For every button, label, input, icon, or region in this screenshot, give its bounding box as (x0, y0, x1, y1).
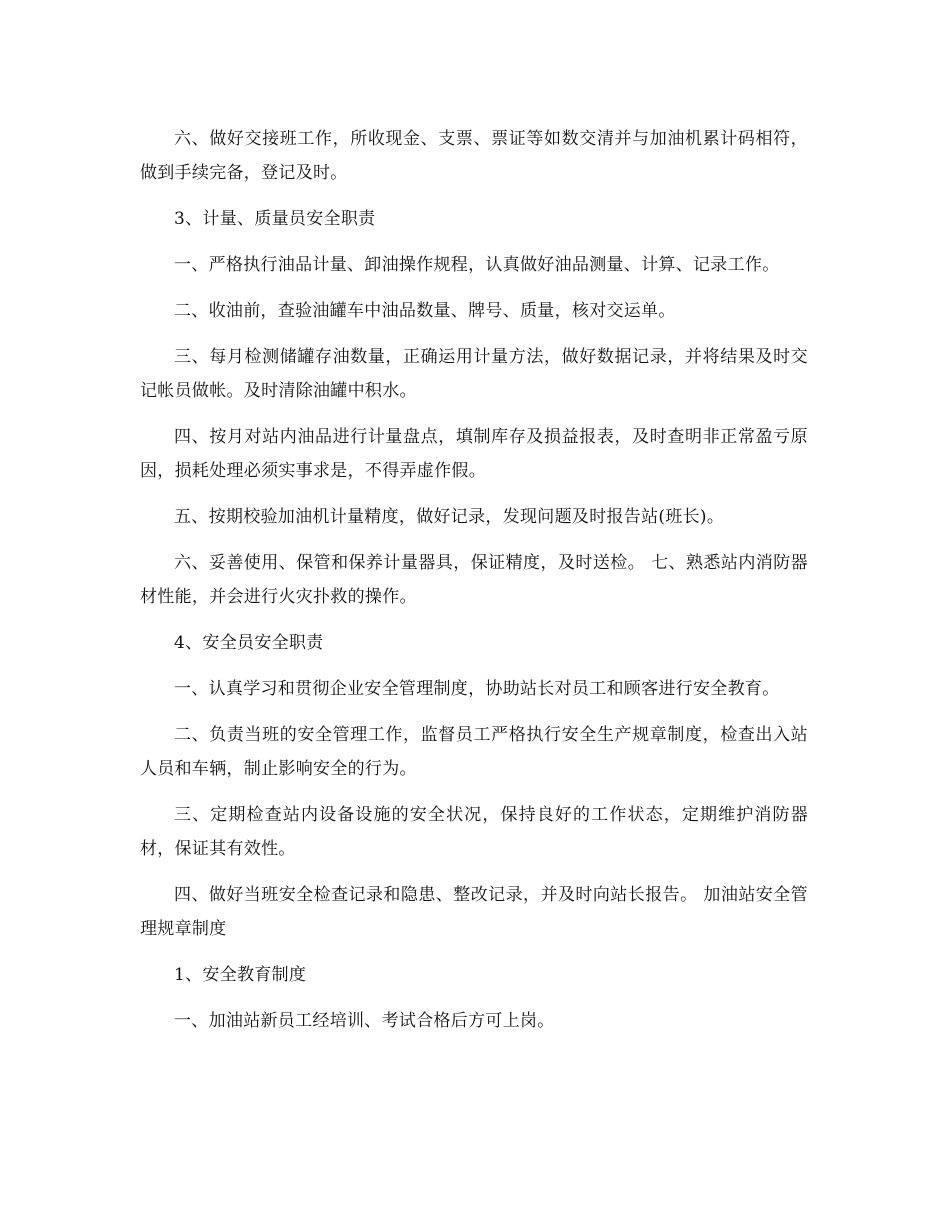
paragraph-receiving-oil: 二、收油前，查验油罐车中油品数量、牌号、质量，核对交运单。 (174, 301, 676, 321)
paragraph-metering-procedure: 一、严格执行油品计量、卸油操作规程，认真做好油品测量、计算、记录工作。 (174, 255, 780, 275)
paragraph-shift-safety-management: 二、负责当班的安全管理工作，监督员工严格执行安全生产规章制度，检查出入站人员和车辆，制止影响安全的行为。 (140, 725, 808, 779)
paragraph-calibration: 五、按期校验加油机计量精度，做好记录，发现问题及时报告站(班长)。 (174, 507, 725, 527)
section-heading-safety-officer: 4、安全员安全职责 (174, 633, 324, 653)
document-body (140, 122, 808, 1050)
paragraph-safety-education: 一、认真学习和贯彻企业安全管理制度，协助站长对员工和顾客进行安全教育。 (174, 679, 780, 699)
paragraph-inspection-records: 四、做好当班安全检查记录和隐患、整改记录，并及时向站长报告。 加油站安全管理规章制度 (140, 885, 808, 939)
section-heading-metering-quality: 3、计量、质量员安全职责 (174, 209, 376, 229)
paragraph-instrument-care: 六、妥善使用、保管和保养计量器具，保证精度，及时送检。 七、熟悉站内消防器材性能，并会进行火灾扑救的操作。 (140, 553, 808, 607)
paragraph-new-staff-training: 一、加油站新员工经培训、考试合格后方可上岗。 (174, 1011, 555, 1031)
paragraph-monthly-tank-check: 三、每月检测储罐存油数量，正确运用计量方法，做好数据记录，并将结果及时交记帐员做帐。及时清除油罐中积水。 (140, 347, 808, 401)
paragraph-monthly-inventory: 四、按月对站内油品进行计量盘点，填制库存及损益报表，及时查明非正常盈亏原因，损耗处理必须实事求是，不得弄虚作假。 (140, 427, 808, 481)
section-heading-safety-education-system: 1、安全教育制度 (174, 965, 307, 985)
paragraph-shift-handover: 六、做好交接班工作，所收现金、支票、票证等如数交清并与加油机累计码相符，做到手续完备，登记及时。 (140, 129, 808, 183)
paragraph-equipment-inspection: 三、定期检查站内设备设施的安全状况，保持良好的工作状态，定期维护消防器材，保证其有效性。 (140, 805, 808, 859)
